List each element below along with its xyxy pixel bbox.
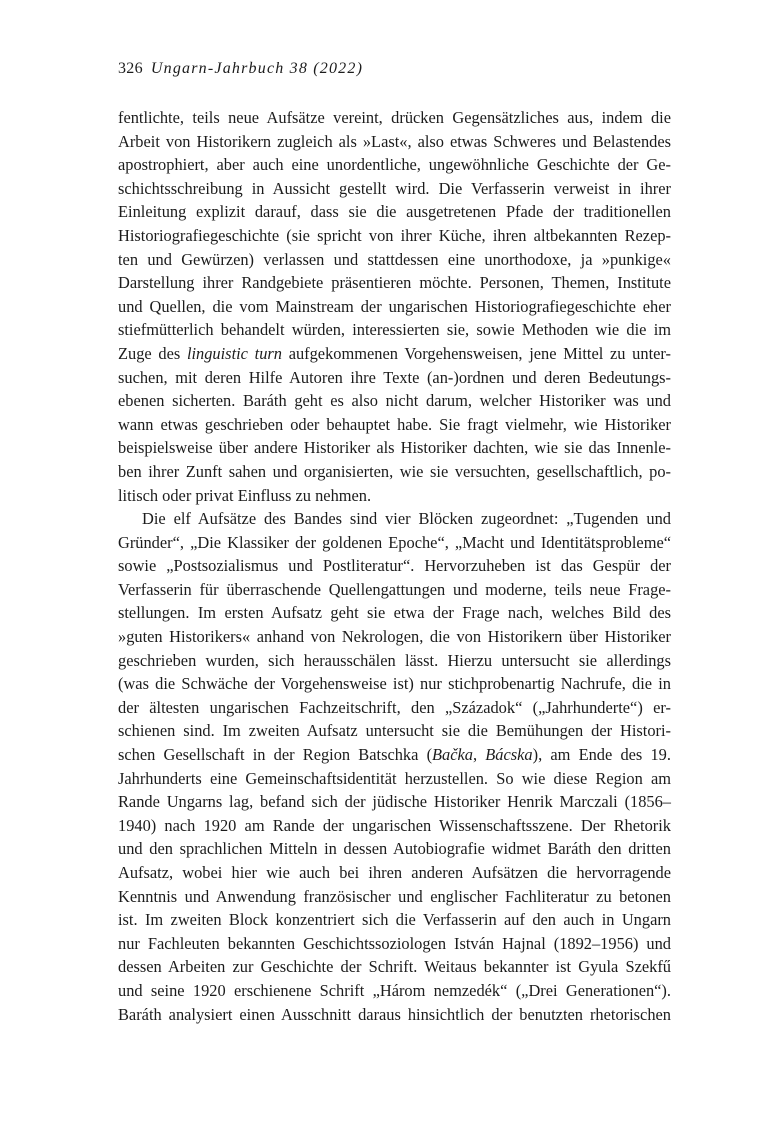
text-line: Arbeit von Historikern zugleich als »Last«, also etwas Schweres und Belastendes <box>118 131 671 151</box>
text-line: schienen sind. Im zweiten Aufsatz untersucht sie die Bemühungen der Histori- <box>118 721 671 741</box>
text-line: (was die Schwäche der Vorgehensweise ist) nur stichprobenartig Nachrufe, die in <box>118 674 671 694</box>
body-text <box>118 106 671 1026</box>
text-line: stiefmütterlich behandelt würden, interessierten sie, sowie Methoden wie die im <box>118 320 671 340</box>
italic-term: Bačka <box>432 745 473 765</box>
text-line: stellungen. Im ersten Aufsatz geht sie etwa der Frage nach, welches Bild des <box>118 603 671 623</box>
text-line: 1940) nach 1920 am Rande der ungarischen Wissenschaftsszene. Der Rhetorik <box>118 815 671 835</box>
text-line: ben ihrer Zunft sahen und organisierten, wie sie versuchten, gesellschaftlich, po- <box>118 461 671 481</box>
text-line: Die elf Aufsätze des Bandes sind vier Blöcken zugeordnet: „Tugenden und <box>142 509 671 529</box>
text-line: Verfasserin für überraschende Quellengattungen und moderne, teils neue Frage- <box>118 579 671 599</box>
text-line: Rande Ungarns lag, befand sich der jüdische Historiker Henrik Marczali (1856– <box>118 792 671 812</box>
text-line: litisch oder privat Einfluss zu nehmen. <box>118 485 372 505</box>
page-number: 326 <box>118 60 143 77</box>
text-line: geschrieben wurden, sich herausschälen lässt. Hierzu untersucht sie allerdings <box>118 650 671 670</box>
italic-term: linguistic turn <box>186 343 282 363</box>
text-line: dessen Arbeiten zur Geschichte der Schrift. Weitaus bekannter ist Gyula Szekfű <box>118 957 671 977</box>
text-line: Gründer“, „Die Klassiker der goldenen Epoche“, „Macht und Identitätsprobleme“ <box>118 532 671 552</box>
text-line: beispielsweise über andere Historiker als Historiker dachten, wie sie das Innenle- <box>118 438 671 458</box>
text-line: Darstellung ihrer Randgebiete präsentieren möchte. Personen, Themen, Institute <box>118 273 671 293</box>
italic-term: Bácska <box>485 745 533 765</box>
text-line: schichtsschreibung in Aussicht gestellt wird. Die Verfasserin verweist in ihrer <box>118 178 671 198</box>
text-line: fentlichte, teils neue Aufsätze vereint, drücken Gegensätzliches aus, indem die <box>118 108 671 127</box>
text-line: »guten Historikers« anhand von Nekrologen, die von Historikern über Historiker <box>118 627 671 647</box>
text-line: wann etwas geschrieben oder behauptet habe. Sie fragt vielmehr, wie Historiker <box>118 414 671 434</box>
text-line: apostrophiert, aber auch eine unordentliche, ungewöhnliche Geschichte der Ge- <box>118 155 671 175</box>
text-line: Baráth analysiert einen Ausschnitt daraus hinsichtlich der benutzten rhetorischen <box>118 1004 671 1024</box>
text-line: der ältesten ungarischen Fachzeitschrift, den „Századok“ („Jahrhunderte“) er- <box>118 697 671 717</box>
text-line: Historiografiegeschichte (sie spricht von ihrer Küche, ihren altbekannten Rezep- <box>118 225 671 245</box>
text-line: suchen, mit deren Hilfe Autoren ihre Texte (an-)ordnen und deren Bedeutungs- <box>118 367 671 387</box>
text-line: Aufsatz, wobei hier wie auch bei ihren anderen Aufsätzen die hervorragende <box>118 863 671 882</box>
text-line: Jahrhunderts eine Gemeinschaftsidentität herzustellen. So wie diese Region am <box>118 768 671 788</box>
journal-title: Ungarn-Jahrbuch 38 (2022) <box>150 60 364 77</box>
text-line: Zuge des linguistic turn aufgekommenen Vorgehensweisen, jene Mittel zu unter- <box>118 343 671 363</box>
text-line: ten und Gewürzen) verlassen und stattdessen eine unorthodoxe, ja »punkige« <box>118 249 671 269</box>
text-line: schen Gesellschaft in der Region Batschka (Bačka, Bácska), am Ende des 19. <box>118 745 671 765</box>
text-line: Kenntnis und Anwendung französischer und englischer Fachliteratur zu betonen <box>118 886 671 906</box>
text-line: und den sprachlichen Mitteln in dessen Autobiografie widmet Baráth den dritten <box>118 839 671 859</box>
text-line: ist. Im zweiten Block konzentriert sich die Verfasserin auf den auch in Ungarn <box>118 910 671 930</box>
text-line: sowie „Postsozialismus und Postliteratur“. Hervorzuheben ist das Gespür der <box>118 556 671 576</box>
running-head <box>118 59 363 79</box>
text-line: ebenen sicherten. Baráth geht es also nicht darum, welcher Historiker was und <box>118 391 671 411</box>
text-line: nur Fachleuten bekannten Geschichtssoziologen István Hajnal (1892–1956) und <box>118 933 671 953</box>
text-line: und seine 1920 erschienene Schrift „Három nemzedék“ („Drei Generationen“). <box>118 980 671 1000</box>
text-line: und Quellen, die vom Mainstream der ungarischen Historiografiegeschichte eher <box>118 296 671 316</box>
text-line: Einleitung explizit darauf, dass sie die ausgetretenen Pfade der traditionellen <box>118 202 671 222</box>
